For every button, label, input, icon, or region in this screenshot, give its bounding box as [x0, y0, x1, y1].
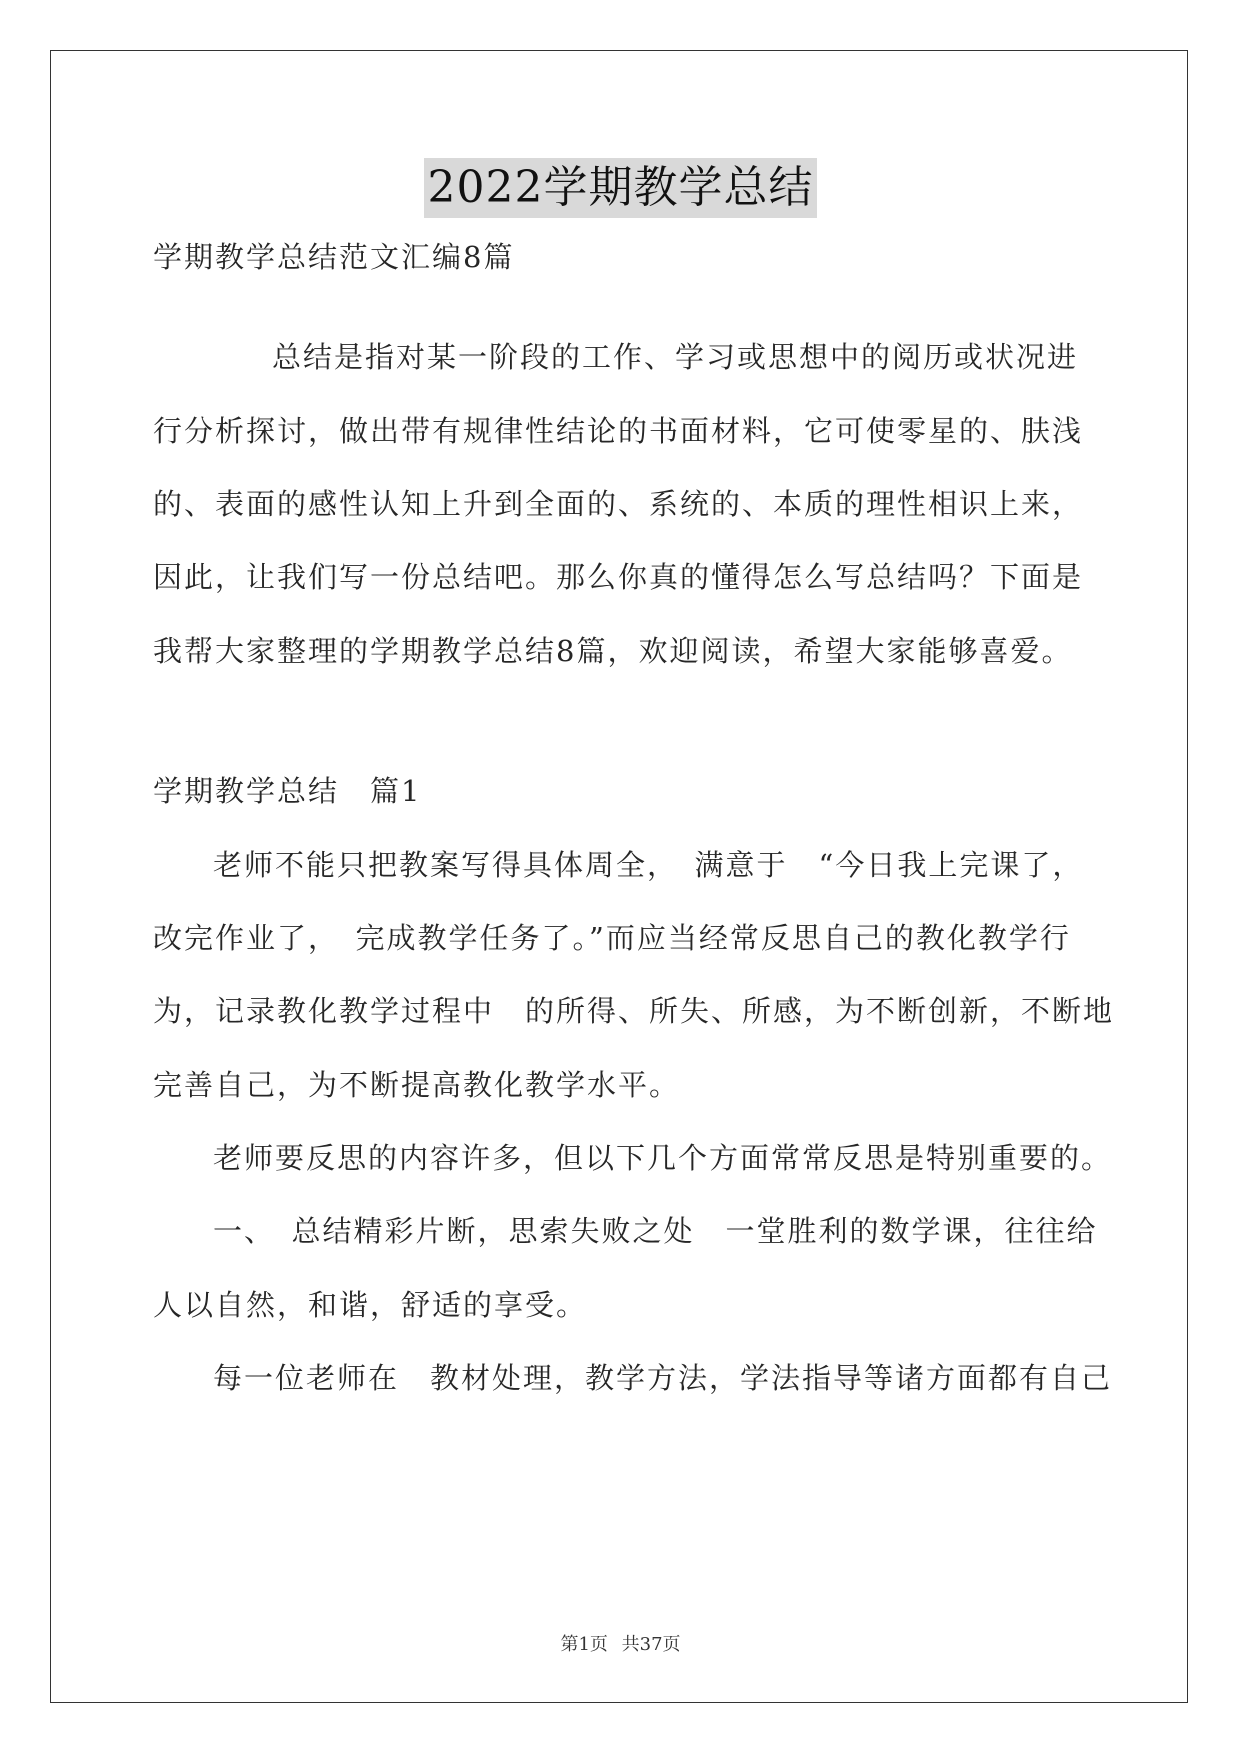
- body-line: 老师不能只把教案写得具体周全， 满意于 “今日我上完课了，: [213, 848, 1084, 882]
- page-number: 第1页: [560, 1634, 608, 1655]
- body-line: 人以自然，和谐，舒适的享受。: [153, 1288, 588, 1322]
- document-title: 2022学期教学总结: [424, 158, 818, 218]
- intro-line: 行分析探讨，做出带有规律性结论的书面材料，它可使零星的、肤浅: [153, 414, 1084, 448]
- intro-line: 因此，让我们写一份总结吧。那么你真的懂得怎么写总结吗？下面是: [153, 560, 1084, 594]
- body-line: 一、 总结精彩片断，思索失败之处 一堂胜利的数学课，往往给: [213, 1214, 1098, 1248]
- body-line: 老师要反思的内容许多，但以下几个方面常常反思是特别重要的。: [213, 1141, 1113, 1175]
- section-heading: 学期教学总结 篇1: [153, 774, 422, 808]
- body-line: 完善自己，为不断提高教化教学水平。: [153, 1068, 681, 1102]
- title-container: [0, 158, 1241, 218]
- intro-line: 总结是指对某一阶段的工作、学习或思想中的阅历或状况进: [272, 340, 1079, 374]
- page-total: 共37页: [621, 1634, 681, 1655]
- page-footer: [0, 1630, 1241, 1656]
- body-line: 每一位老师在 教材处理，教学方法，学法指导等诸方面都有自己: [213, 1361, 1113, 1395]
- document-subtitle: 学期教学总结范文汇编8篇: [153, 240, 515, 274]
- body-line: 为，记录教化教学过程中 的所得、所失、所感，为不断创新，不断地: [153, 994, 1115, 1028]
- body-line: 改完作业了， 完成教学任务了。”而应当经常反思自己的教化教学行: [153, 921, 1071, 955]
- intro-line: 我帮大家整理的学期教学总结8篇，欢迎阅读，希望大家能够喜爱。: [153, 634, 1073, 668]
- intro-line: 的、表面的感性认知上升到全面的、系统的、本质的理性相识上来，: [153, 487, 1084, 521]
